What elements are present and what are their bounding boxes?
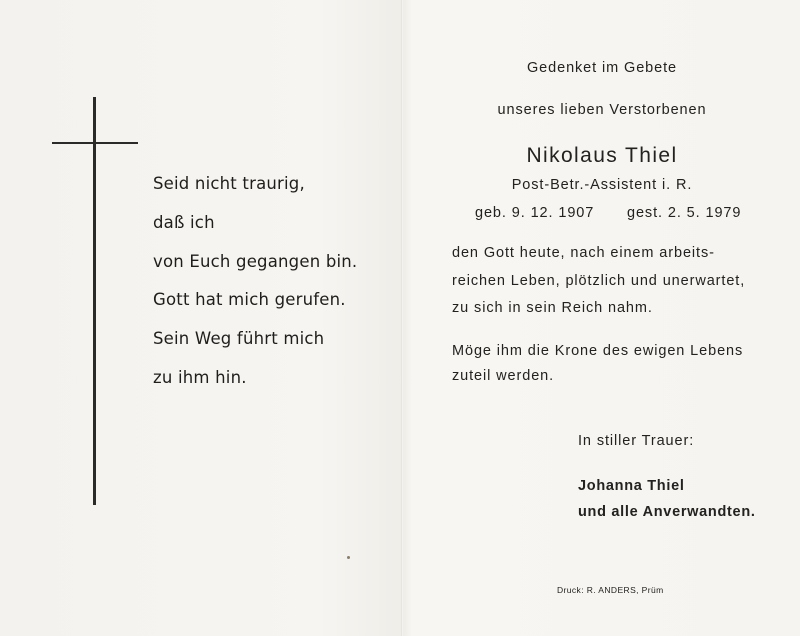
verse-line: von Euch gegangen bin. [153,252,358,271]
deceased-name: Nikolaus Thiel [526,144,678,167]
paper-speck [347,556,350,559]
wish-line: Möge ihm die Krone des ewigen Lebens [452,343,744,359]
deceased-title: Post-Betr.-Assistent i. R. [511,177,693,193]
verse-line: Gott hat mich gerufen. [153,290,346,309]
cross-icon [93,97,96,505]
verse-line: Sein Weg führt mich [153,329,325,348]
text-line: reichen Leben, plötzlich und unerwartet, [452,273,746,289]
verse-line: daß ich [153,213,215,232]
verse-line: zu ihm hin. [153,368,247,387]
wish-line: zuteil werden. [452,368,555,384]
mourner-name: Johanna Thiel [578,478,685,494]
death-date: gest. 2. 5. 1979 [627,205,742,221]
mourning-label: In stiller Trauer: [578,433,695,449]
printer-credit: Druck: R. ANDERS, Prüm [557,585,664,595]
intro-text-2: unseres lieben Verstorbenen [497,102,707,118]
verse-line: Seid nicht traurig, [153,174,305,193]
text-line: zu sich in sein Reich nahm. [452,300,653,316]
text-line: den Gott heute, nach einem arbeits- [452,245,715,261]
birth-date: geb. 9. 12. 1907 [475,205,595,221]
mourner-relatives: und alle Anverwandten. [578,504,756,520]
card-fold [401,0,403,636]
intro-text: Gedenket im Gebete [527,60,677,76]
cross-bar [52,142,138,144]
